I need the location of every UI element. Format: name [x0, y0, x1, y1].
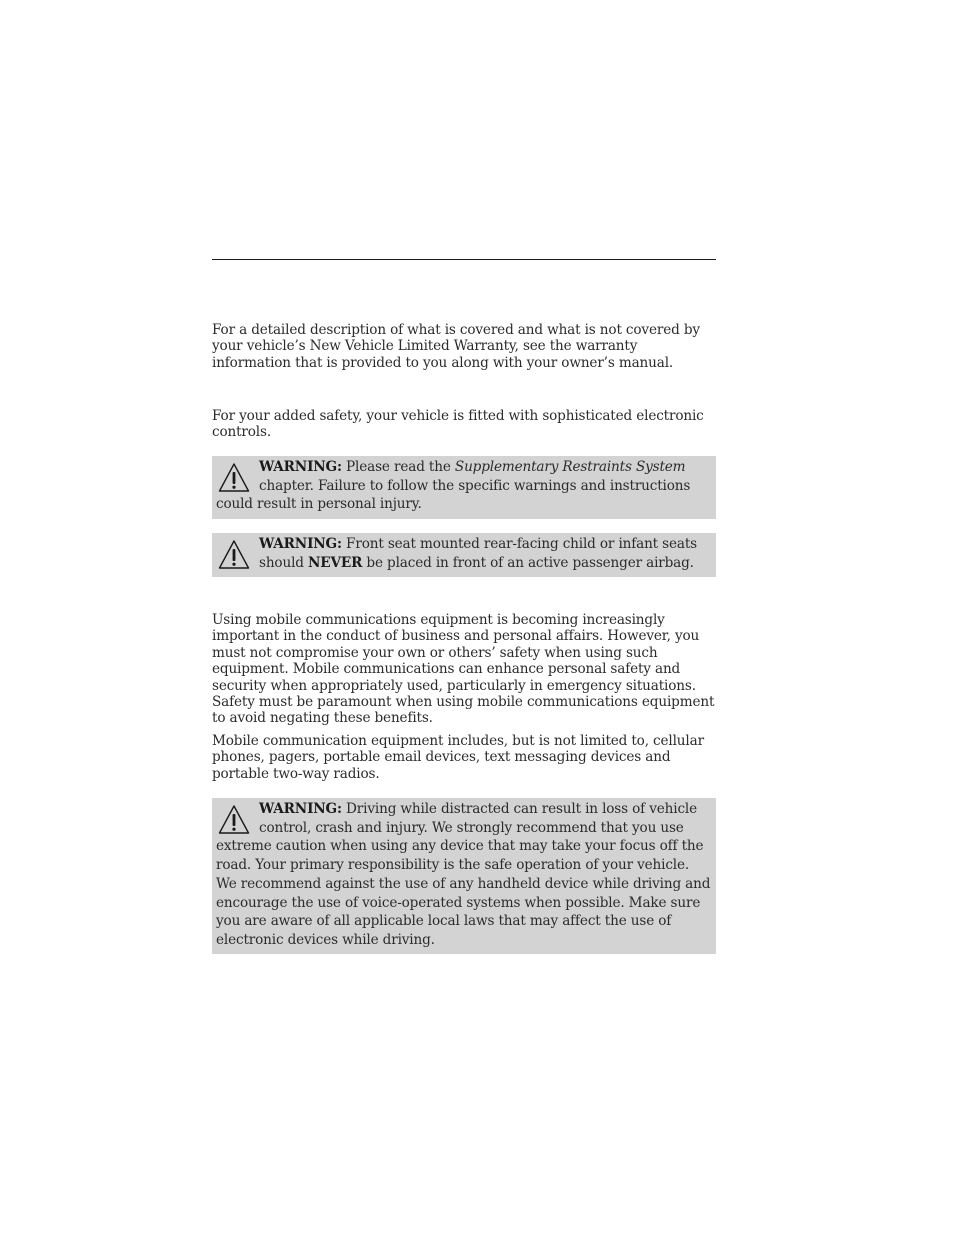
header-rule: [212, 259, 716, 260]
warning-triangle-icon: [217, 538, 251, 572]
warning-text: Driving while distracted can result in loss of vehicle control, crash and injury. We strongly recommend that you use extreme caution when using any device that may take your focus off the road. Your primary responsibility is the safe operation of your vehicle. We recommend against the use of any handheld device while driving and encourage the use of voice-operated systems when possible. Make sure you are aware of all applicable local laws that may affect the use of electronic devices while driving.: [216, 801, 711, 948]
warning-label: WARNING:: [259, 536, 342, 552]
mobile-paragraph-2: Mobile communication equipment includes, but is not limited to, cellular phones, pagers, portable email devices, text messaging devices and portable two-way radios.: [212, 733, 704, 782]
warning-box-restraints: [212, 456, 716, 519]
warning-emphasis: NEVER: [308, 554, 363, 571]
warning-triangle-icon: [217, 461, 251, 495]
warning-triangle-icon: [217, 803, 251, 837]
warning-text: Front seat mounted rear-facing child or infant seats should: [259, 536, 697, 571]
warning-chapter-ref: Supplementary Restraints System: [454, 459, 686, 475]
warning-label: WARNING:: [259, 459, 342, 475]
warning-text: Please read the: [341, 459, 455, 475]
warning-text: be placed in front of an active passenger airbag.: [362, 554, 694, 571]
safety-paragraph: For your added safety, your vehicle is fitted with sophisticated electronic controls.: [212, 408, 704, 441]
warranty-paragraph: For a detailed description of what is covered and what is not covered by your vehicle’s New Vehicle Limited Warranty, see the warranty information that is provided to you along with your owner’s manual.: [212, 322, 700, 371]
warning-label: WARNING:: [259, 801, 342, 817]
warning-text: chapter. Failure to follow the specific warnings and instructions could result in personal injury.: [216, 477, 691, 513]
warning-box-child-seat: [212, 533, 716, 577]
mobile-paragraph-1: Using mobile communications equipment is becoming increasingly important in the conduct of business and personal affairs. However, you must not compromise your own or others’ safety when using such equipment. Mobile communications can enhance personal safety and security when appropriately used, particularly in emergency situations. Safety must be paramount when using mobile communications equipment to avoid negating these benefits.: [212, 612, 715, 727]
warning-box-distraction: [212, 798, 716, 954]
